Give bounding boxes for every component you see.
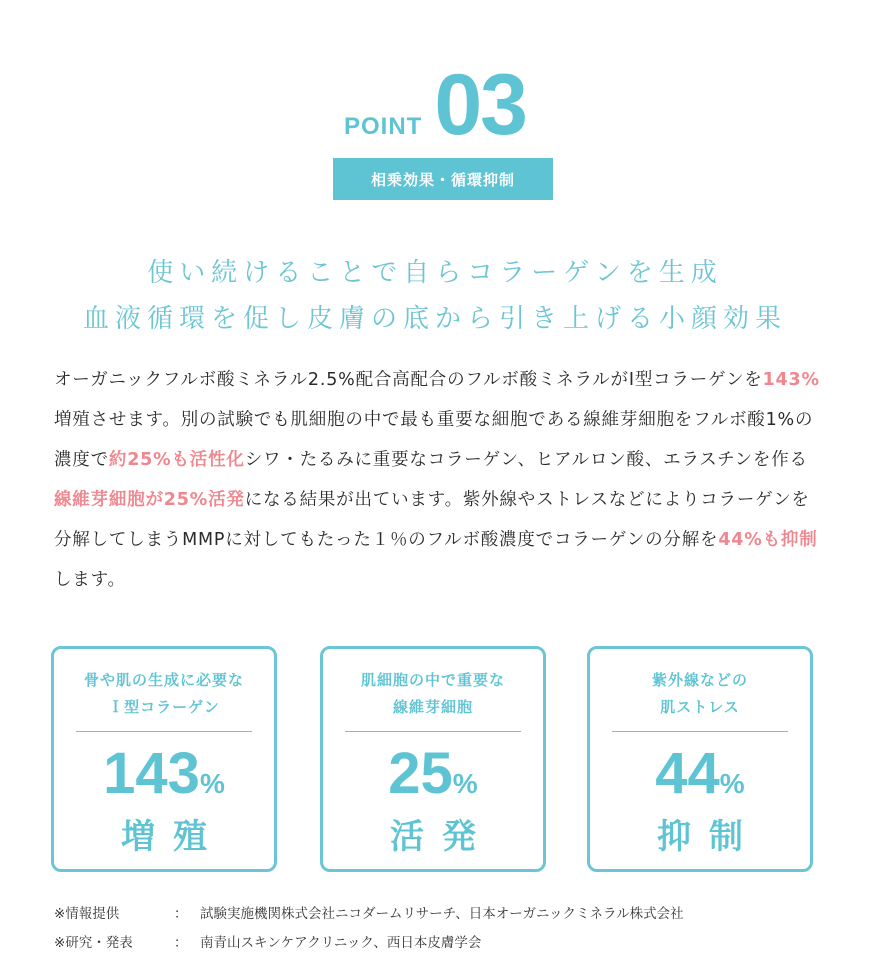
footnote-row [54, 900, 844, 929]
body-text-5: します。 [54, 570, 126, 590]
body-text-3: シワ・たるみに重要なコラーゲン、ヒアルロン酸、エラスチンを作る [244, 450, 808, 470]
card-word: 活発 [390, 817, 494, 857]
footnote-key: ※情報提供 [54, 906, 120, 922]
footnote-value: 南青山スキンケアクリニック、西日本皮膚学会 [200, 935, 482, 951]
section-tag: 相乗効果・循環抑制 [333, 158, 553, 200]
card-word: 抑制 [657, 817, 761, 857]
card-unit: % [199, 768, 225, 799]
body-text-2: 増殖させます。別の試験でも肌細胞の中で最も重要な細胞である線維芽細胞をフルボ酸1%の濃度で [54, 410, 814, 470]
body-text-4: になる結果が出ています。紫外線やストレスなどによりコラーゲンを分解してしまうMMPに対してもたった１％のフルボ酸濃度でコラーゲンの分解を [54, 490, 810, 550]
footnote-colon: ： [174, 935, 188, 951]
card-divider [345, 731, 521, 732]
card-unit: % [452, 768, 478, 799]
footnote-key: ※研究・発表 [54, 935, 133, 951]
point-label: POINT [343, 113, 423, 140]
card-caption-line-2: 線維芽細胞 [392, 698, 473, 716]
card-value [590, 741, 810, 817]
highlight-fibroblast: 線維芽細胞が25%活発 [54, 490, 245, 510]
stat-card-collagen [51, 646, 277, 872]
body-paragraph [54, 360, 824, 600]
card-unit: % [719, 768, 745, 799]
footnote-row [54, 929, 844, 958]
stat-card-stress [587, 646, 813, 872]
card-caption-line-1: 骨や肌の生成に必要な [83, 671, 244, 689]
highlight-143: 143% [762, 370, 820, 390]
point-number: 03 [434, 57, 526, 153]
card-caption-line-2: 肌ストレス [660, 698, 740, 716]
highlight-25-activation: 約25%も活性化 [108, 450, 245, 470]
card-divider [612, 731, 788, 732]
card-caption-line-1: 肌細胞の中で重要な [360, 671, 505, 689]
card-caption [323, 667, 543, 721]
body-text-1: オーガニックフルボ酸ミネラル2.5%配合高配合のフルボ酸ミネラルがI型コラーゲンを [54, 370, 763, 390]
card-value [323, 741, 543, 817]
card-word: 増殖 [121, 817, 225, 857]
card-caption [54, 667, 274, 721]
footnote-colon: ： [174, 906, 188, 922]
footnotes [54, 900, 844, 958]
card-number: 44 [655, 741, 720, 806]
card-value [54, 741, 274, 817]
card-divider [76, 731, 252, 732]
card-caption-line-1: 紫外線などの [651, 671, 748, 689]
headline-line-2: 血液循環を促し皮膚の底から引き上げる小顔効果 [82, 304, 787, 334]
stat-card-fibroblast [320, 646, 546, 872]
point-heading [0, 57, 870, 153]
footnote-value: 試験実施機関株式会社ニコダームリサーチ、日本オーガニックミネラル株式会社 [200, 906, 684, 922]
card-caption [590, 667, 810, 721]
card-number: 25 [388, 741, 453, 806]
card-caption-line-2: Ｉ型コラーゲン [108, 698, 220, 716]
headline [0, 250, 870, 342]
stat-cards [51, 646, 819, 878]
headline-line-1: 使い続けることで自らコラーゲンを生成 [147, 258, 723, 288]
card-number: 143 [103, 741, 200, 806]
highlight-44-suppression: 44%も抑制 [718, 530, 818, 550]
